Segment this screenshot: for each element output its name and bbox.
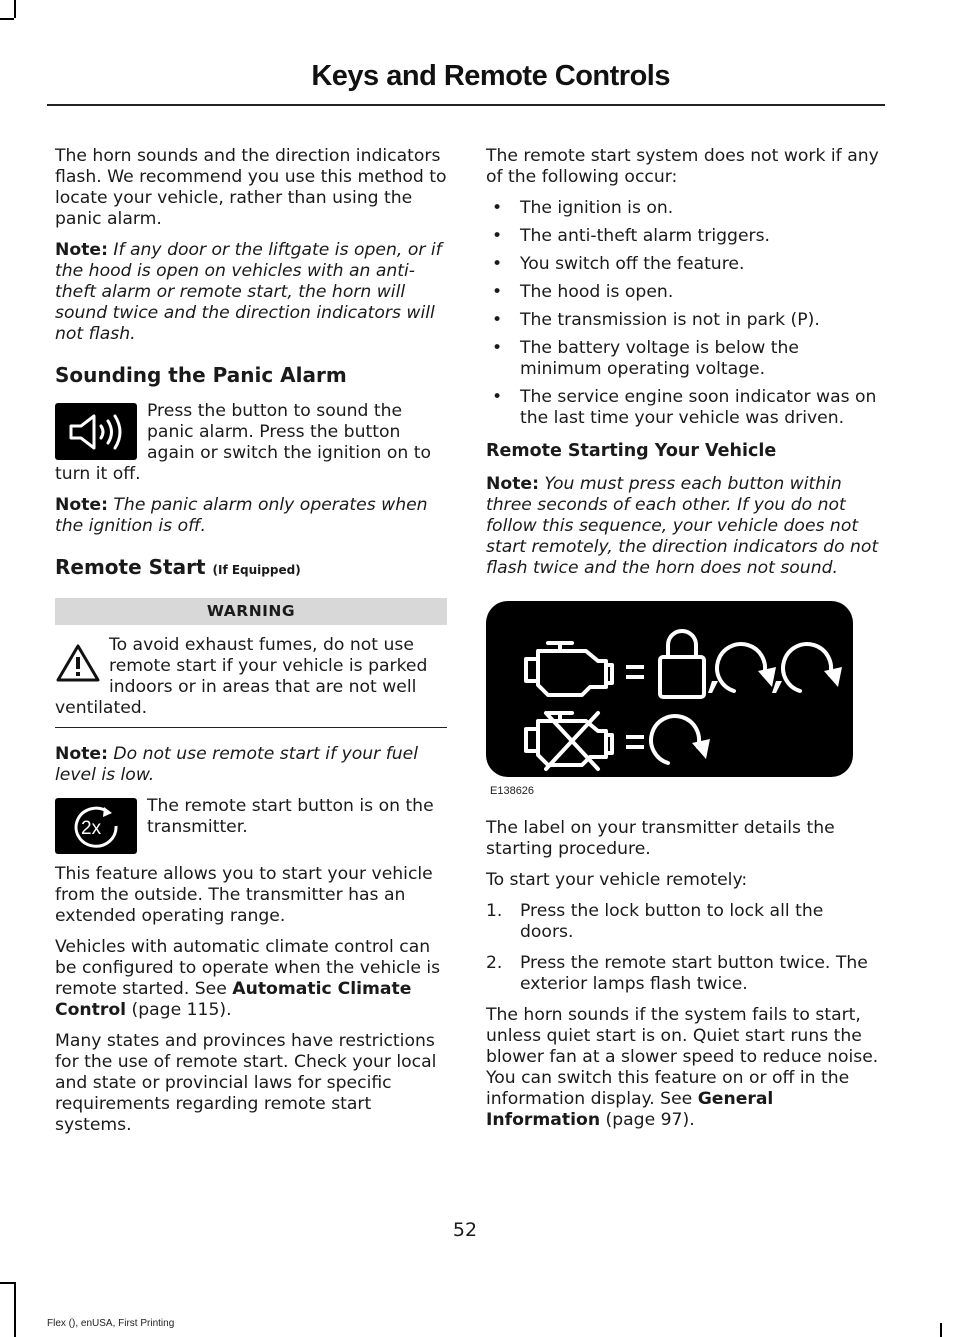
remote-start-arrow-icon (651, 716, 699, 763)
to-start-paragraph: To start your vehicle remotely: (486, 870, 748, 890)
remote-start-button-text: The remote start button is on the transmitter. (147, 796, 434, 837)
horn-fail-text: The horn sounds if the system fails to start, unless quiet start is on. Quiet start runs the blower fan at a slower speed to reduce noise. You can switch this feature on or off in the information display. See (486, 1005, 879, 1109)
climate-paragraph (55, 937, 447, 1021)
warning-text: To avoid exhaust fumes, do not use remote start if your vehicle is parked indoors or in areas that are not well ventilated. (55, 635, 428, 718)
note-text: The panic alarm only operates when the ignition is off. (55, 495, 428, 536)
list-item: • The hood is open. (486, 282, 880, 303)
step-text: Press the remote start button twice. The exterior lamps flash twice. (520, 953, 868, 994)
crop-mark (14, 1282, 16, 1337)
horn-fail-paragraph (486, 1005, 880, 1131)
page-ref: (page 115). (131, 1000, 232, 1020)
remote-start-arrow-icon (783, 644, 831, 691)
warning-title: WARNING (55, 598, 447, 625)
engine-crossed-icon (526, 713, 612, 769)
if-equipped-label: (If Equipped) (212, 563, 301, 577)
feature-paragraph: This feature allows you to start your vehicle from the outside. The transmitter has an extended operating range. (55, 864, 433, 926)
icon-2x-label: 2x (81, 818, 102, 839)
page-ref: (page 97). (605, 1110, 695, 1130)
crop-mark (940, 1323, 942, 1337)
page-title: Keys and Remote Controls (311, 60, 670, 92)
crop-mark (0, 1282, 14, 1284)
step-number: 1. (486, 901, 503, 921)
start-steps (486, 901, 880, 995)
not-work-list (486, 198, 880, 429)
warning-box (55, 625, 447, 728)
list-item: • The ignition is on. (486, 198, 880, 219)
figure-id: E138626 (490, 785, 535, 797)
engine-icon (526, 643, 612, 695)
not-work-intro: The remote start system does not work if any of the following occur: (486, 146, 879, 187)
page-number: 52 (452, 1219, 478, 1241)
panic-speaker-icon (55, 403, 137, 460)
heading-remote-starting: Remote Starting Your Vehicle (486, 441, 777, 461)
list-item: • The service engine soon indicator was on the last time your vehicle was driven. (486, 387, 880, 429)
step-text: Press the lock button to lock all the doors. (520, 901, 824, 942)
note-label: Note: (55, 744, 108, 764)
header-divider (47, 104, 885, 106)
note-text: If any door or the liftgate is open, or if the hood is open on vehicles with an anti-theft alarm or remote start, the horn will sound twice and the direction indicators will not flash. (55, 240, 442, 344)
transmitter-label-figure (486, 601, 853, 777)
warning-triangle-icon (55, 643, 101, 683)
note-fuel (55, 744, 447, 786)
list-item (486, 901, 880, 943)
xref-general-information[interactable]: General Information (486, 1089, 774, 1130)
lock-icon (660, 631, 704, 697)
note-label: Note: (55, 240, 108, 260)
list-item: • The battery voltage is below the minimum operating voltage. (486, 338, 880, 380)
states-paragraph: Many states and provinces have restrictions for the use of remote start. Check your local and state or provincial laws for specific requirements regarding remote start systems. (55, 1031, 437, 1135)
horn-paragraph: The horn sounds and the direction indicators flash. We recommend you use this method to locate your vehicle, rather than using the panic alarm. (55, 146, 447, 229)
crop-mark (14, 0, 16, 18)
right-column (486, 146, 880, 1141)
note-panic (55, 495, 447, 537)
step-number: 2. (486, 953, 503, 973)
climate-text: Vehicles with automatic climate control can be configured to operate when the vehicle is remote started. See (55, 937, 441, 999)
left-column (55, 146, 447, 1146)
heading-panic-alarm: Sounding the Panic Alarm (55, 363, 347, 387)
note-label: Note: (55, 495, 108, 515)
note-text: You must press each button within three seconds of each other. If you do not follow this sequence, your vehicle does not start remotely, the direction indicators do not flash twice and the horn does not sound. (486, 474, 879, 578)
list-item: • You switch off the feature. (486, 254, 880, 275)
crop-mark (0, 18, 14, 20)
note-sequence (486, 474, 880, 579)
note-text: Do not use remote start if your fuel level is low. (55, 744, 418, 785)
heading-remote-start-title: Remote Start (55, 555, 206, 579)
footer-edition: Flex (), enUSA, First Printing (47, 1318, 175, 1329)
xref-automatic-climate-control[interactable]: Automatic Climate Control (55, 979, 412, 1020)
list-item (486, 953, 880, 995)
remote-start-button-block (55, 796, 447, 838)
heading-remote-start (55, 555, 447, 582)
label-paragraph: The label on your transmitter details the starting procedure. (486, 818, 835, 859)
remote-start-2x-icon (55, 798, 137, 854)
list-item: • The anti-theft alarm triggers. (486, 226, 880, 247)
panic-alarm-text: Press the button to sound the panic alarm. Press the button again or switch the ignition on to turn it off. (55, 401, 432, 484)
list-item: • The transmission is not in park (P). (486, 310, 880, 331)
panic-alarm-block (55, 401, 447, 485)
remote-start-arrow-icon (717, 644, 765, 691)
note-door-open (55, 240, 447, 345)
note-label: Note: (486, 474, 539, 494)
